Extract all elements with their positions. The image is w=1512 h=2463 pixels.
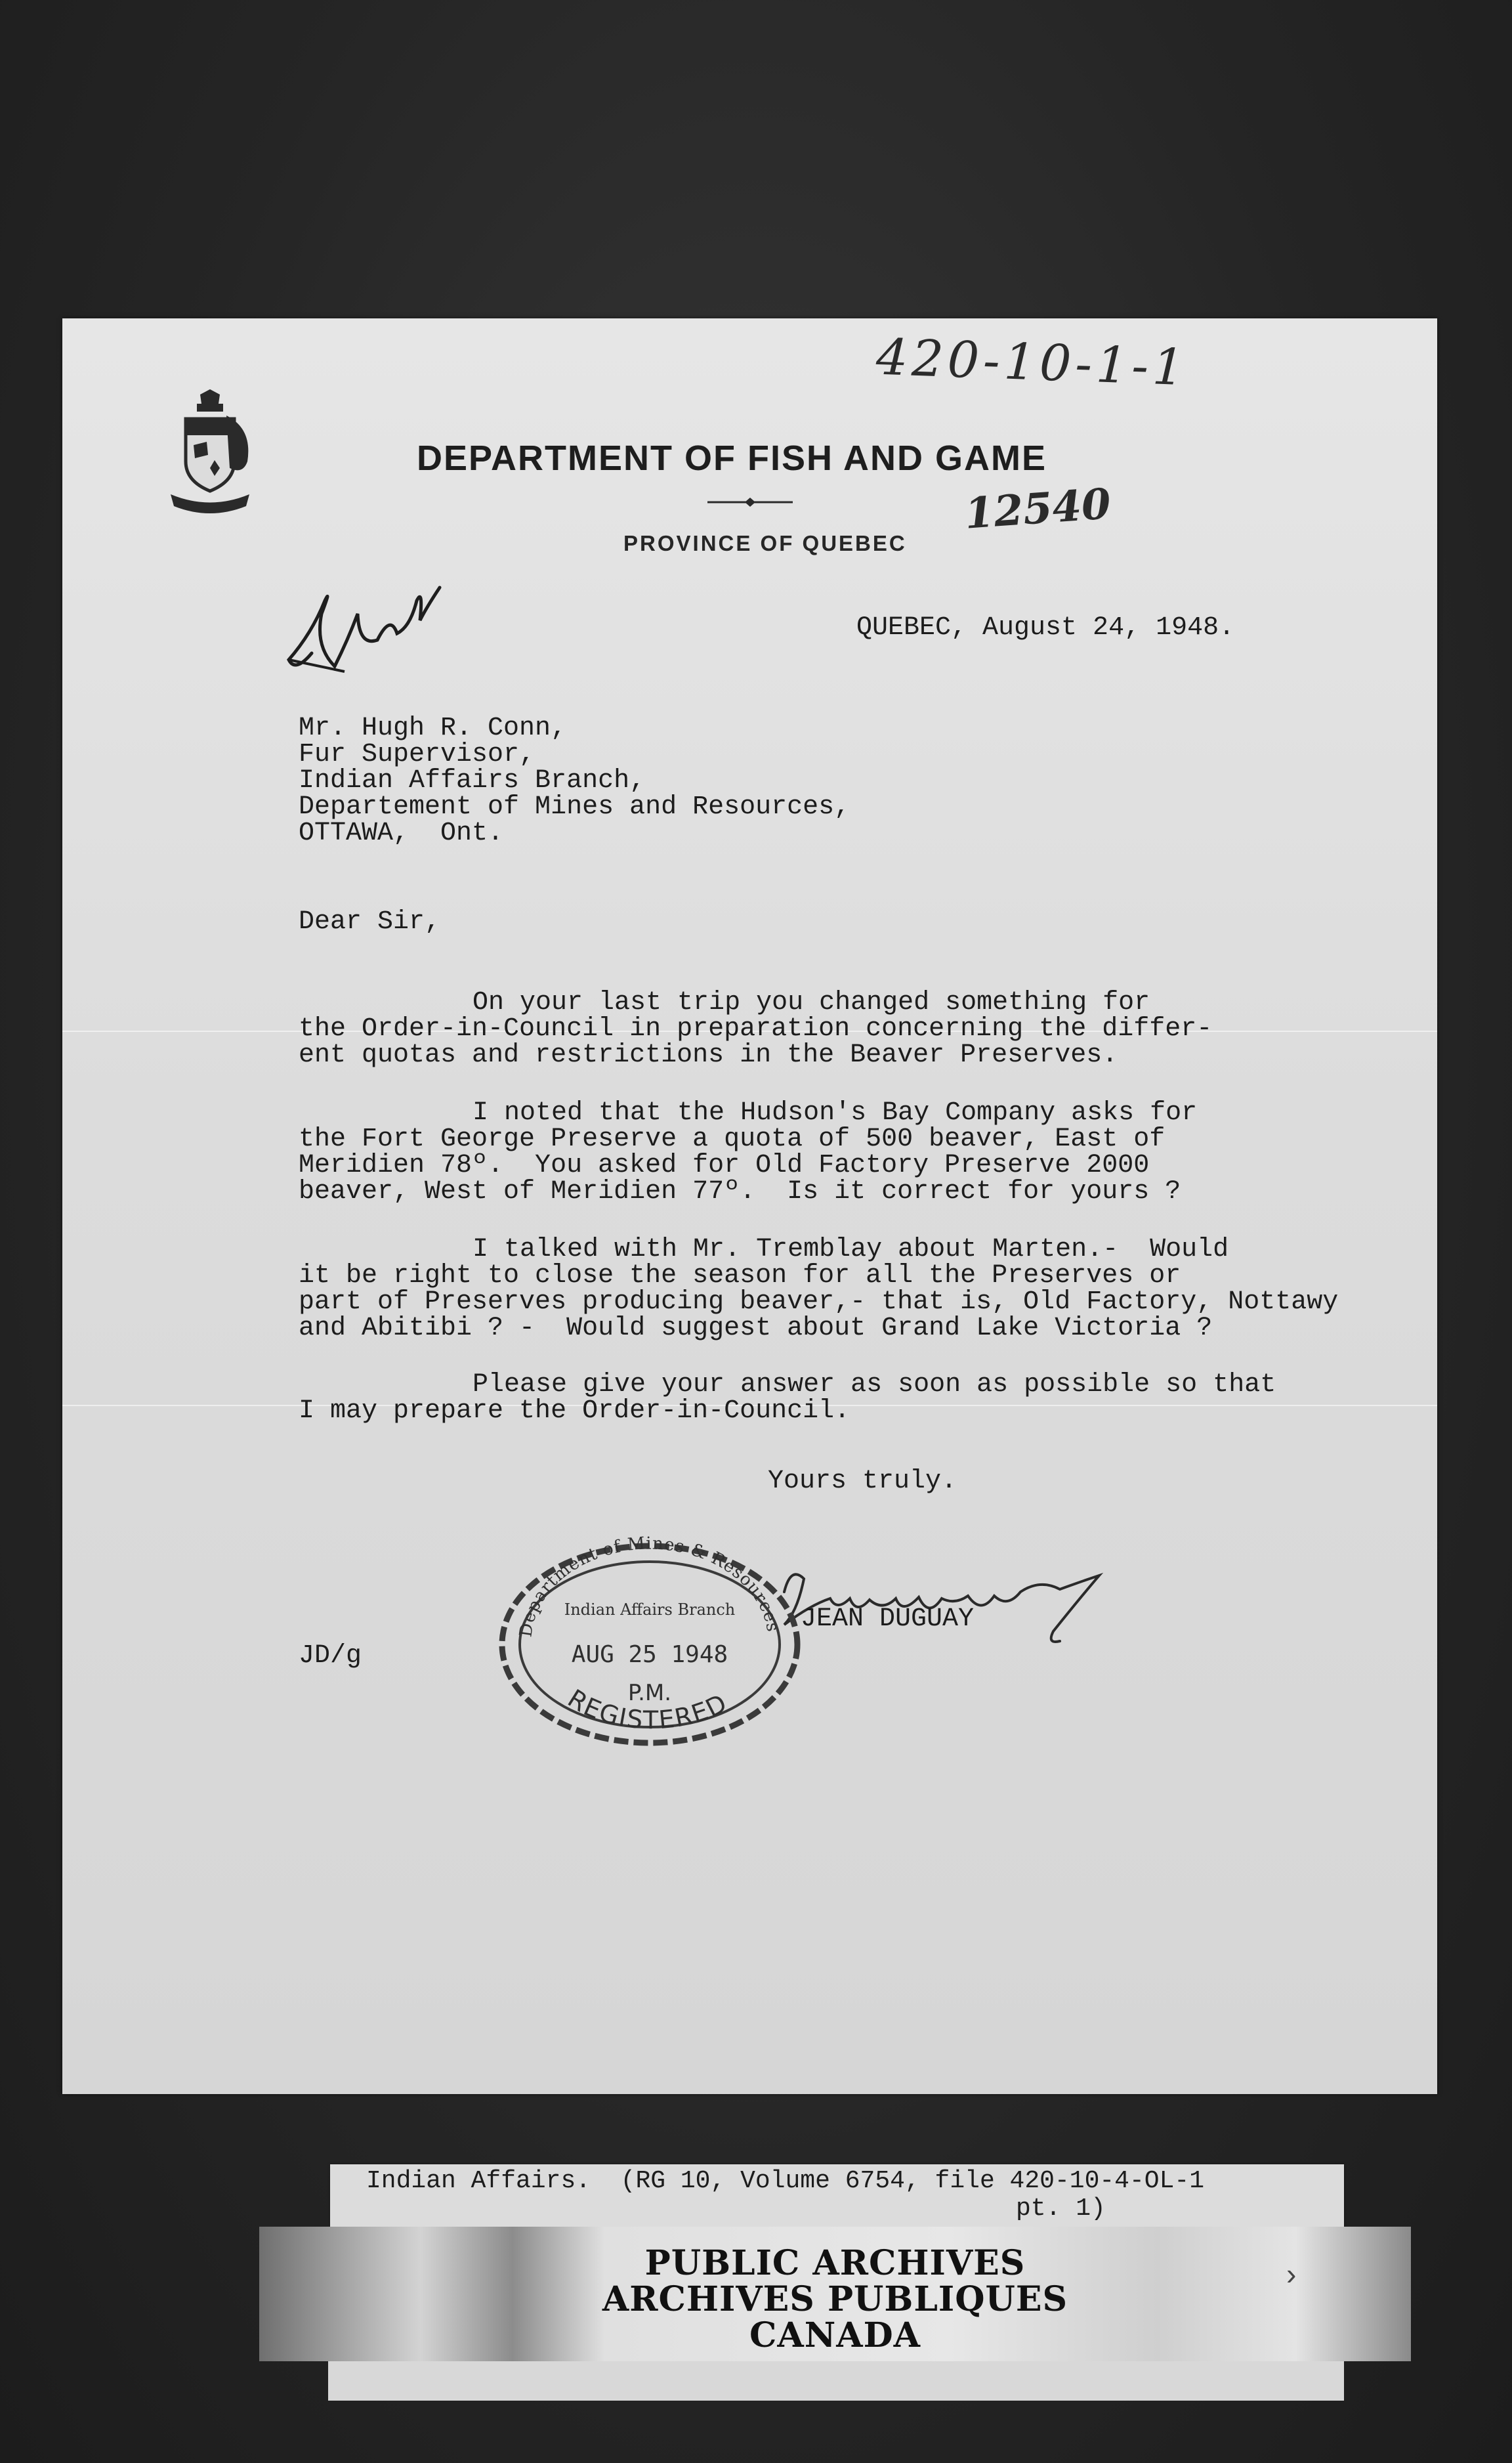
handwritten-registry-number: 12540 (963, 479, 1113, 539)
handwritten-file-number: 420-10-1-1 (875, 327, 1189, 397)
letterhead-ornament-icon (707, 496, 793, 509)
body-line: On your last trip you changed something for (472, 988, 1150, 1017)
recipient-line: Departement of Mines and Resources, (299, 792, 850, 822)
archive-banner-strip (328, 2361, 1344, 2401)
body-line: ent quotas and restrictions in the Beaver Preserves. (299, 1040, 1118, 1070)
body-line: I noted that the Hudson's Bay Company asks for (472, 1098, 1198, 1128)
stamp-department-text: Department of Mines & Resources (516, 1536, 783, 1638)
banner-french: ARCHIVES PUBLIQUES (602, 2279, 1068, 2319)
body-line: and Abitibi ? - Would suggest about Grand Lake Victoria ? (299, 1314, 1213, 1343)
body-line: beaver, West of Meridien 77º. Is it correct for yours ? (299, 1177, 1181, 1207)
archive-citation-part: pt. 1) (1016, 2195, 1106, 2223)
archive-citation-label (330, 2164, 1344, 2227)
body-line: the Order-in-Council in preparation concerning the differ- (299, 1014, 1213, 1044)
recipient-line: OTTAWA, Ont. (299, 819, 504, 848)
recipient-line: Indian Affairs Branch, (299, 766, 646, 796)
quebec-crest-icon (161, 389, 259, 521)
svg-text:Department of Mines & Resource (516, 1536, 782, 1638)
body-line: the Fort George Preserve a quota of 500 beaver, East of (299, 1124, 1166, 1154)
body-line: Please give your answer as soon as possible so that (472, 1370, 1276, 1400)
chevron-right-icon: › (1286, 2257, 1297, 2291)
stamp-status-text: REGISTERED (562, 1683, 732, 1735)
closing: Yours truly. (768, 1467, 957, 1496)
department-name: DEPARTMENT OF FISH AND GAME (417, 439, 1047, 478)
body-line: I talked with Mr. Tremblay about Marten.- Would (472, 1235, 1229, 1264)
typed-signature-name: JEAN DUGUAY (801, 1604, 975, 1634)
handwritten-initials-icon (285, 574, 443, 686)
reference-initials: JD/g (299, 1641, 362, 1671)
archive-banner (259, 2227, 1411, 2361)
registry-stamp (492, 1536, 807, 1753)
province-name: PROVINCE OF QUEBEC (623, 531, 907, 555)
banner-english: PUBLIC ARCHIVES (644, 2243, 1026, 2283)
stamp-time: P.M. (627, 1680, 672, 1706)
body-line: part of Preserves producing beaver,- that is, Old Factory, Nottawy (299, 1287, 1339, 1317)
body-line: it be right to close the season for all the Preserves or (299, 1261, 1181, 1291)
letter-page (62, 318, 1437, 2094)
banner-country: CANADA (749, 2315, 921, 2355)
letter-date: QUEBEC, August 24, 1948. (856, 613, 1235, 643)
archive-citation: Indian Affairs. (RG 10, Volume 6754, file 420-10-4-OL-1 (366, 2167, 1205, 2195)
salutation: Dear Sir, (299, 907, 441, 937)
recipient-line: Mr. Hugh R. Conn, (299, 714, 567, 743)
recipient-line: Fur Supervisor, (299, 740, 536, 769)
body-line: I may prepare the Order-in-Council. (299, 1396, 850, 1426)
stamp-branch-text: Indian Affairs Branch (564, 1600, 736, 1619)
stamp-date: AUG 25 1948 (571, 1641, 728, 1668)
body-line: Meridien 78º. You asked for Old Factory Preserve 2000 (299, 1151, 1150, 1180)
